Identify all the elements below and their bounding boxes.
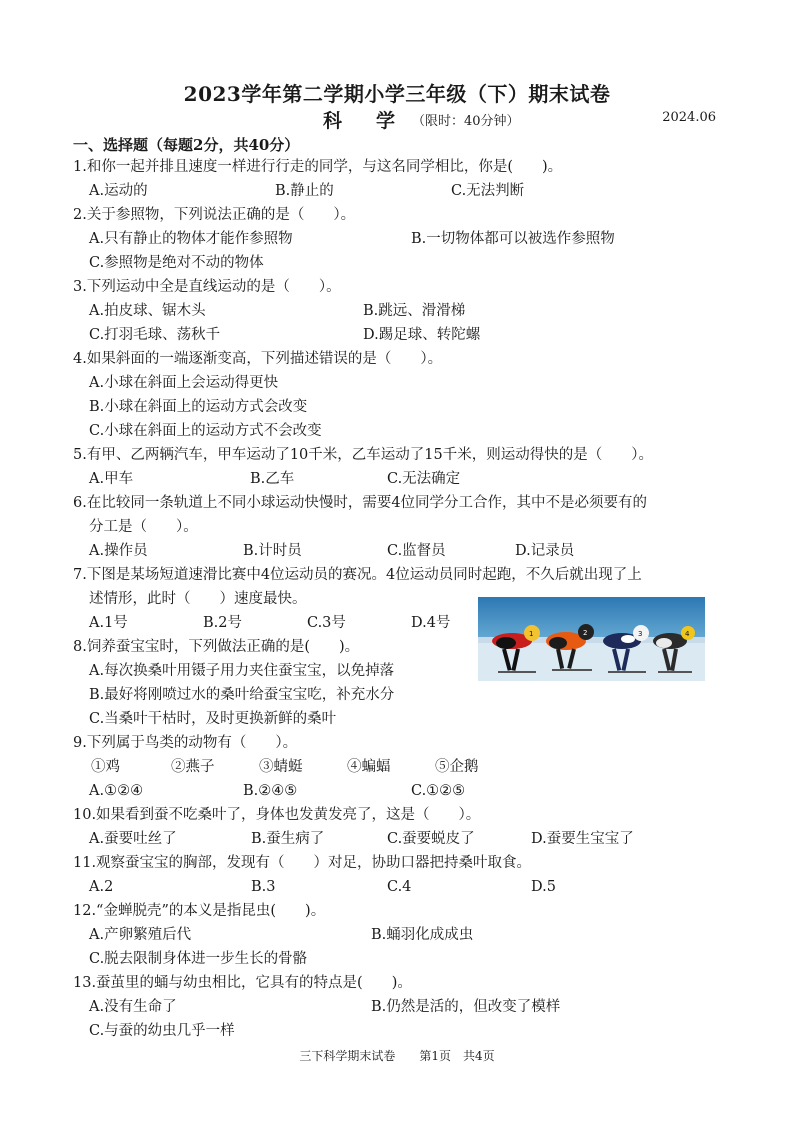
question-5-option-a: A.甲车	[89, 471, 134, 487]
helmet-number-2: 2	[583, 629, 588, 637]
question-13-option-c: C.与蚕的幼虫几乎一样	[89, 1023, 235, 1039]
question-10-option-c: C.蚕要蜕皮了	[387, 831, 475, 847]
question-5-option-c: C.无法确定	[387, 471, 461, 487]
question-8-option-c: C.当桑叶干枯时，及时更换新鲜的桑叶	[89, 711, 337, 727]
question-9-item-3: ③蜻蜓	[259, 759, 303, 775]
question-12-option-a: A.产卵繁殖后代	[89, 927, 192, 943]
exam-title: 2023学年第二学期小学三年级（下）期末试卷	[183, 82, 611, 106]
question-10-option-d: D.蚕要生宝宝了	[531, 831, 634, 847]
question-9-item-1: ①鸡	[91, 759, 120, 775]
question-12-option-b: B.蛹羽化成成虫	[371, 927, 474, 943]
speed-skating-photo	[478, 597, 705, 681]
helmet-number-4: 4	[685, 630, 690, 638]
question-6-option-b: B.计时员	[243, 543, 302, 559]
question-11-option-d: D.5	[531, 879, 556, 895]
question-11-option-b: B.3	[251, 879, 276, 895]
question-7-stem-line-1: 7.下图是某场短道速滑比赛中4位运动员的赛况。4位运动员同时起跑，不久后就出现了上	[73, 567, 642, 583]
question-9-option-b: B.②④⑤	[243, 783, 298, 799]
question-7-option-d: D.4号	[411, 615, 451, 631]
question-11-option-c: C.4	[387, 879, 412, 895]
question-1-option-a: A.运动的	[89, 183, 148, 199]
question-3-option-d: D.踢足球、转陀螺	[363, 327, 481, 343]
question-9-item-5: ⑤企鹅	[435, 759, 479, 775]
question-13-stem: 13.蚕茧里的蛹与幼虫相比，它具有的特点是( )。	[73, 975, 412, 991]
question-7-stem-line-2: 述情形，此时（ ）速度最快。	[89, 591, 307, 607]
question-13-option-a: A.没有生命了	[89, 999, 177, 1015]
page-footer: 三下科学期末试卷 第1页 共4页	[299, 1049, 495, 1063]
question-7-option-c: C.3号	[307, 615, 346, 631]
question-12-option-c: C.脱去限制身体进一步生长的骨骼	[89, 951, 308, 967]
question-6-stem-line-1: 6.在比较同一条轨道上不同小球运动快慢时，需要4位同学分工合作，其中不是必须要有的	[73, 495, 648, 511]
question-1-stem: 1.和你一起并排且速度一样进行行走的同学，与这名同学相比，你是( )。	[73, 159, 563, 175]
question-2-option-b: B.一切物体都可以被选作参照物	[411, 231, 615, 247]
question-5-option-b: B.乙车	[250, 471, 295, 487]
question-1-option-b: B.静止的	[275, 183, 334, 199]
question-9-option-a: A.①②④	[89, 783, 144, 799]
question-6-option-c: C.监督员	[387, 543, 446, 559]
question-4-option-c: C.小球在斜面上的运动方式不会改变	[89, 423, 322, 439]
exam-date: 2024.06	[662, 110, 716, 125]
question-2-option-c: C.参照物是绝对不动的物体	[89, 255, 264, 271]
question-5-stem: 5.有甲、乙两辆汽车，甲车运动了10千米，乙车运动了15千米，则运动得快的是（ ）。	[73, 447, 653, 463]
question-10-option-a: A.蚕要吐丝了	[89, 831, 177, 847]
question-6-stem-line-2: 分工是（ ）。	[89, 519, 198, 535]
question-12-stem: 12.“金蝉脱壳”的本义是指昆虫( )。	[73, 903, 326, 919]
question-3-option-a: A.拍皮球、锯木头	[89, 303, 206, 319]
question-6-option-a: A.操作员	[89, 543, 148, 559]
speed-skating-illustration	[478, 597, 705, 681]
subject-label: 科学	[323, 110, 430, 132]
question-1-option-c: C.无法判断	[451, 183, 525, 199]
question-4-stem: 4.如果斜面的一端逐渐变高，下列描述错误的是（ ）。	[73, 351, 443, 367]
question-9-stem: 9.下列属于鸟类的动物有（ ）。	[73, 735, 298, 751]
question-7-option-b: B.2号	[203, 615, 242, 631]
question-8-option-a: A.每次换桑叶用镊子用力夹住蚕宝宝，以免掉落	[89, 663, 395, 679]
question-10-stem: 10.如果看到蚕不吃桑叶了，身体也发黄发亮了，这是（ ）。	[73, 807, 481, 823]
question-7-option-a: A.1号	[89, 615, 128, 631]
question-6-option-d: D.记录员	[515, 543, 575, 559]
question-11-option-a: A.2	[89, 879, 114, 895]
question-3-option-b: B.跳远、滑滑梯	[363, 303, 466, 319]
question-9-option-c: C.①②⑤	[411, 783, 466, 799]
question-3-option-c: C.打羽毛球、荡秋千	[89, 327, 221, 343]
section-title: 一、选择题（每题2分，共40分）	[73, 136, 300, 154]
subtitle-row	[0, 106, 794, 132]
question-3-stem: 3.下列运动中全是直线运动的是（ ）。	[73, 279, 341, 295]
question-8-option-b: B.最好将刚喷过水的桑叶给蚕宝宝吃，补充水分	[89, 687, 395, 703]
question-9-item-2: ②燕子	[171, 759, 215, 775]
time-limit: （限时：40分钟）	[412, 114, 520, 129]
question-13-option-b: B.仍然是活的，但改变了模样	[371, 999, 561, 1015]
question-4-option-b: B.小球在斜面上的运动方式会改变	[89, 399, 308, 415]
question-2-option-a: A.只有静止的物体才能作参照物	[89, 231, 293, 247]
question-9-item-4: ④蝙蝠	[347, 759, 391, 775]
question-4-option-a: A.小球在斜面上会运动得更快	[89, 375, 279, 391]
helmet-number-3: 3	[638, 630, 643, 638]
question-11-stem: 11.观察蚕宝宝的胸部，发现有（ ）对足，协助口器把持桑叶取食。	[73, 855, 532, 871]
question-10-option-b: B.蚕生病了	[251, 831, 325, 847]
question-8-stem: 8.饲养蚕宝宝时，下列做法正确的是( )。	[73, 639, 360, 655]
helmet-number-1: 1	[529, 630, 534, 638]
question-2-stem: 2.关于参照物，下列说法正确的是（ ）。	[73, 207, 356, 223]
